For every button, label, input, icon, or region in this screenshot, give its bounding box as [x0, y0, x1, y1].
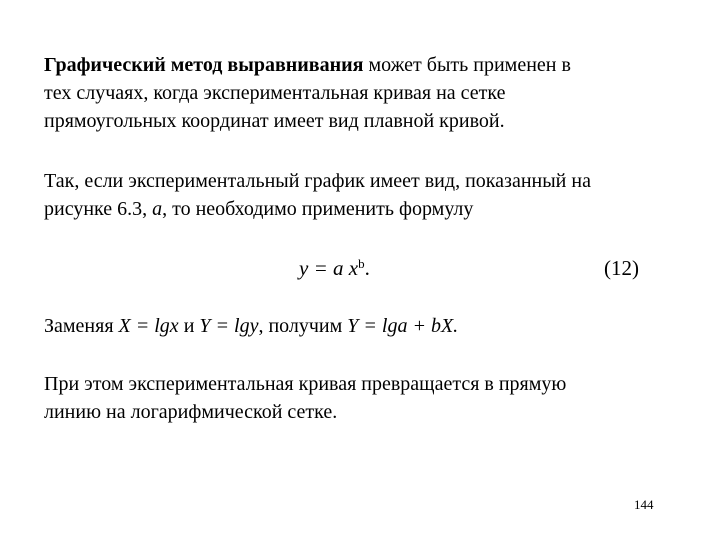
- power-formula: [299, 254, 370, 282]
- paragraph-conclusion: [44, 370, 704, 426]
- paragraph-line: Так, если экспериментальный график имеет вид, показанный на: [44, 170, 591, 192]
- paragraph-graphic-method: [44, 51, 704, 135]
- page-number: 144: [634, 497, 654, 512]
- text-span: Заменяя: [44, 315, 119, 337]
- text-span: может быть применен в: [363, 54, 571, 76]
- formula-exponent: b: [358, 256, 365, 271]
- text-span: и: [178, 315, 200, 337]
- text-span: рисунке 6.3,: [44, 198, 153, 220]
- paragraph-line: [44, 51, 704, 79]
- paragraph-line: [44, 195, 704, 223]
- bold-term: Графический метод выравнивания: [44, 54, 364, 76]
- formula-lhs: y = a x: [299, 256, 359, 280]
- text-span: , получим: [258, 315, 348, 337]
- paragraph-formula-intro: [44, 167, 704, 223]
- paragraph-line: прямоугольных координат имеет вид плавной кривой.: [44, 110, 505, 132]
- paragraph-line: При этом экспериментальная кривая превращается в прямую: [44, 373, 567, 395]
- paragraph-line: [44, 312, 704, 340]
- math-expression: Y = lgy: [199, 315, 259, 337]
- math-expression: Y = lga + bX.: [347, 315, 459, 337]
- paragraph-line: линию на логарифмической сетке.: [44, 401, 338, 423]
- paragraph-line: тех случаях, когда экспериментальная кривая на сетке: [44, 82, 506, 104]
- text-span: , то необходимо применить формулу: [162, 198, 474, 220]
- equation-number: (12): [604, 256, 639, 280]
- math-expression: X = lgx: [118, 315, 179, 337]
- paragraph-substitution: [44, 312, 704, 340]
- formula-tail: .: [364, 256, 370, 280]
- italic-letter: а: [152, 198, 163, 220]
